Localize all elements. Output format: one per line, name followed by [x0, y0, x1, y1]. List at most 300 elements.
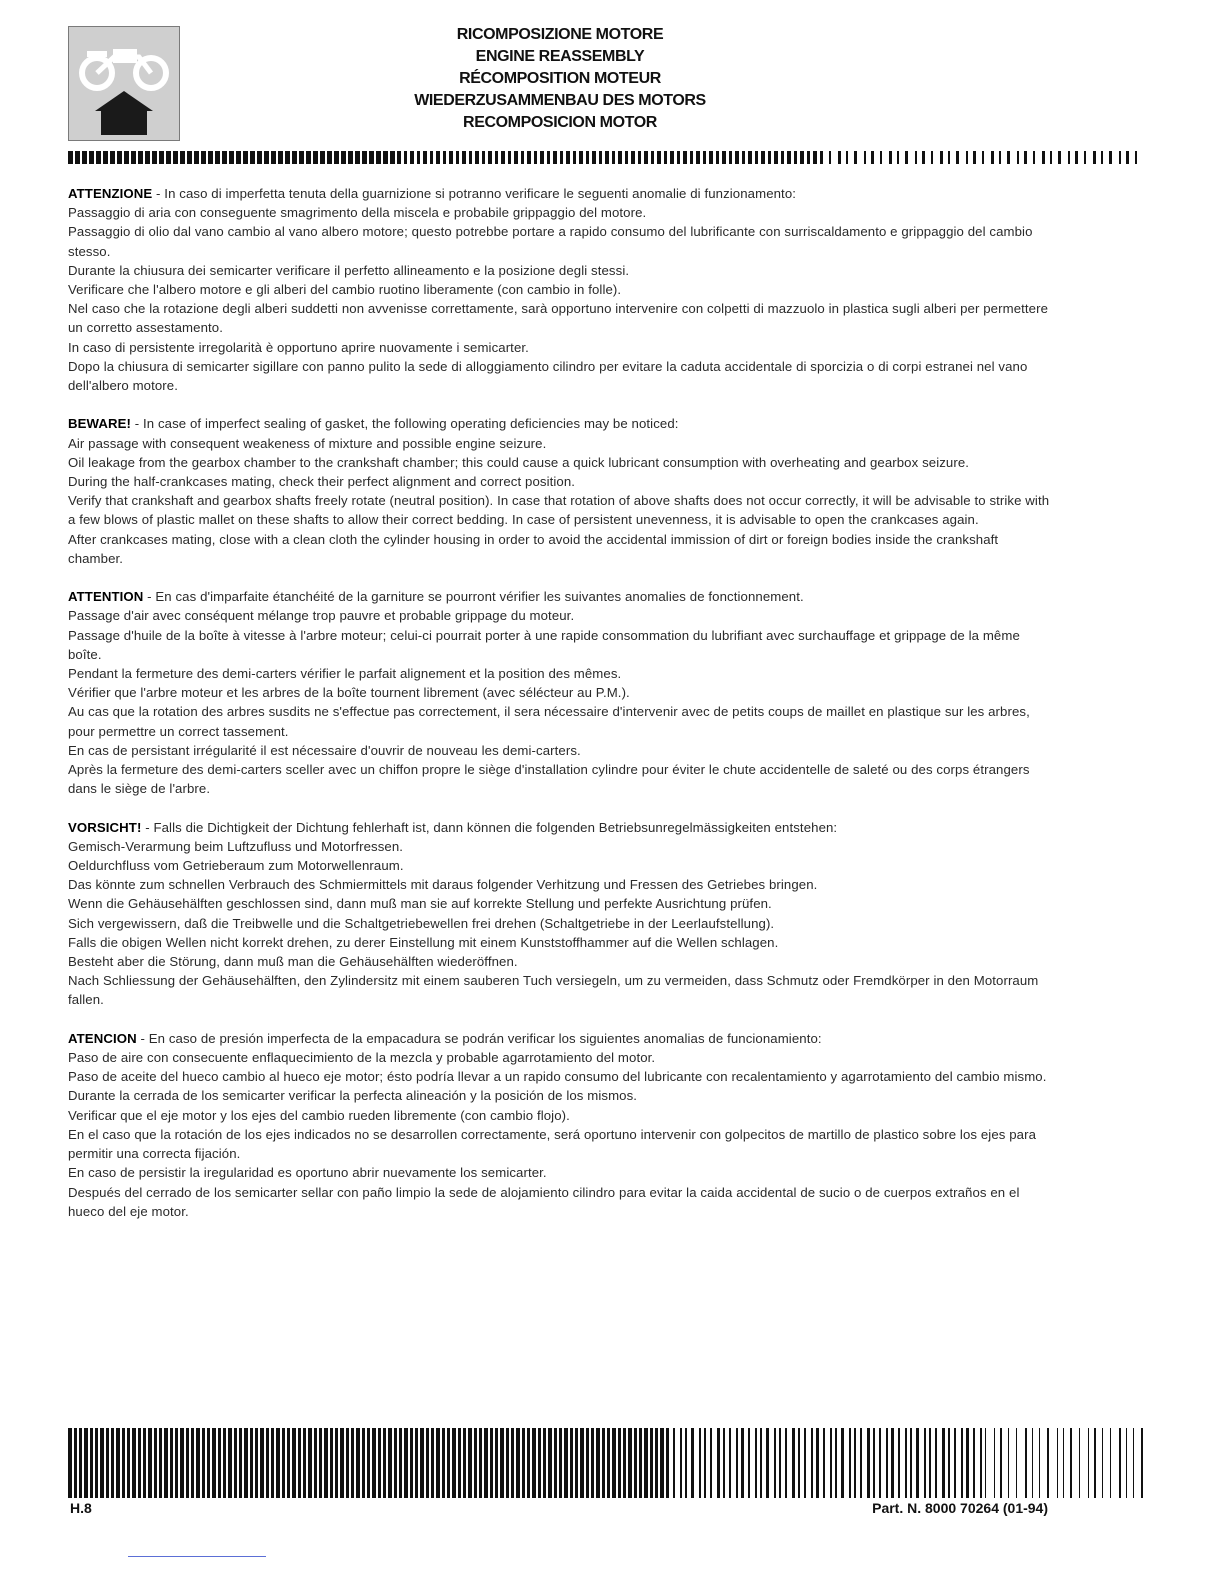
barcode-stripe — [348, 151, 353, 164]
barcode-stripe — [239, 1428, 242, 1498]
barcode-stripe — [835, 1428, 837, 1498]
barcode-stripe — [787, 151, 791, 164]
barcode-stripe — [292, 1428, 296, 1498]
section-line: Paso de aire con consecuente enflaquecimiento de la mezcla y probable agarrotamiento del motor. — [68, 1050, 656, 1066]
barcode-stripe — [1039, 1428, 1040, 1498]
section-line: Falls die obigen Wellen nicht korrekt drehen, zu derer Einstellung mit einem Kunststoffhammer auf die Wellen schlagen. — [68, 934, 779, 950]
barcode-stripe — [1042, 151, 1045, 164]
barcode-stripe — [1102, 1428, 1103, 1498]
top-barcode-divider — [68, 151, 1142, 164]
barcode-stripe — [1088, 1428, 1089, 1498]
barcode-stripe — [410, 1428, 413, 1498]
barcode-stripe — [506, 1428, 509, 1498]
barcode-stripe — [664, 151, 667, 164]
barcode-stripe — [910, 1428, 912, 1498]
barcode-stripe — [397, 151, 401, 164]
barcode-stripe — [973, 151, 976, 164]
section-line: During the half-crankcases mating, check their perfect alignment and correct position. — [68, 474, 576, 490]
barcode-stripe — [807, 151, 810, 164]
barcode-stripe — [639, 1428, 642, 1498]
barcode-stripe — [761, 151, 765, 164]
section-line: Passaggio di aria con conseguente smagrimento della miscela e probabile grippaggio del motore. — [68, 205, 647, 221]
barcode-stripe — [1057, 1428, 1058, 1498]
barcode-stripe — [495, 1428, 498, 1498]
barcode-stripe — [95, 1428, 98, 1498]
barcode-stripe — [931, 151, 933, 164]
barcode-stripe — [566, 151, 570, 164]
barcode-stripe — [127, 1428, 130, 1498]
barcode-stripe — [399, 1428, 402, 1498]
barcode-stripe — [79, 1428, 82, 1498]
barcode-stripe — [111, 1428, 114, 1498]
barcode-stripe — [223, 1428, 226, 1498]
barcode-stripe — [873, 1428, 875, 1498]
barcode-stripe — [116, 1428, 120, 1498]
barcode-stripe — [1126, 1428, 1127, 1498]
warning-keyword: VORSICHT! — [68, 819, 142, 835]
barcode-stripe — [1075, 151, 1078, 164]
barcode-stripe — [755, 1428, 757, 1498]
barcode-stripe — [431, 1428, 434, 1498]
barcode-stripe — [631, 151, 635, 164]
barcode-stripe — [547, 151, 550, 164]
section-line: Au cas que la rotation des arbres susdits ne s'effectue pas correctement, il sera nécessaire d'intervenir avec de petits coups de maillet en plastique sur les arbres, pour permettre un correct tassement. — [68, 704, 1030, 739]
barcode-stripe — [257, 151, 262, 164]
barcode-stripe — [215, 151, 220, 164]
barcode-stripe — [369, 151, 374, 164]
barcode-stripe — [264, 151, 269, 164]
barcode-stripe — [779, 1428, 781, 1498]
barcode-stripe — [1063, 1428, 1064, 1498]
barcode-stripe — [346, 1428, 349, 1498]
barcode-stripe — [699, 1428, 701, 1498]
barcode-stripe — [180, 1428, 184, 1498]
barcode-stripe — [816, 1428, 819, 1498]
barcode-stripe — [362, 1428, 365, 1498]
section-line: In caso di persistente irregolarità è opportuno aprire nuovamente i semicarter. — [68, 339, 529, 355]
section-line: Oeldurchfluss vom Getrieberaum zum Motorwellenraum. — [68, 858, 404, 874]
barcode-stripe — [830, 1428, 832, 1498]
barcode-stripe — [638, 151, 641, 164]
warning-keyword: ATENCION — [68, 1030, 137, 1046]
barcode-stripe — [362, 151, 367, 164]
barcode-stripe — [755, 151, 758, 164]
section-line: Das könnte zum schnellen Verbrauch des Schmiermittels mit daraus folgender Verhitzung und Fressen des Getriebes bringen. — [68, 877, 818, 893]
barcode-stripe — [1008, 1428, 1009, 1498]
barcode-stripe — [164, 1428, 168, 1498]
barcode-stripe — [538, 1428, 541, 1498]
barcode-stripe — [521, 151, 524, 164]
barcode-stripe — [417, 151, 420, 164]
barcode-stripe — [670, 151, 674, 164]
barcode-stripe — [618, 151, 622, 164]
title-french: RÉCOMPOSITION MOTEUR — [459, 70, 661, 87]
barcode-stripe — [271, 1428, 274, 1498]
barcode-stripe — [250, 151, 255, 164]
barcode-stripe — [1126, 151, 1129, 164]
barcode-stripe — [383, 1428, 386, 1498]
barcode-stripe — [736, 1428, 738, 1498]
barcode-stripe — [722, 151, 726, 164]
barcode-stripe — [948, 151, 950, 164]
barcode-stripe — [905, 1428, 907, 1498]
barcode-stripe — [436, 1428, 440, 1498]
section-vorsicht — [68, 818, 1050, 1010]
section-line: Vérifier que l'arbre moteur et les arbres de la boîte tournent librement (avec sélécteur au P.M.). — [68, 685, 630, 701]
barcode-stripe — [1017, 151, 1019, 164]
section-line: En caso de persistir la iregularidad es oportuno abrir nuevamente los semicarter. — [68, 1165, 547, 1181]
barcode-stripe — [68, 151, 73, 164]
barcode-stripe — [966, 151, 968, 164]
barcode-stripe — [880, 151, 882, 164]
barcode-stripe — [367, 1428, 370, 1498]
barcode-stripe — [159, 1428, 162, 1498]
section-line: Durante la cerrada de los semicarter verificar la perfecta alineación y la posición de los mismos. — [68, 1088, 638, 1104]
barcode-stripe — [243, 151, 248, 164]
warning-keyword: BEWARE! — [68, 416, 131, 432]
barcode-stripe — [202, 1428, 205, 1498]
bottom-barcode — [68, 1428, 1146, 1498]
barcode-stripe — [942, 1428, 945, 1498]
barcode-stripe — [475, 151, 479, 164]
section-intro: ATTENZIONE - In caso di imperfetta tenuta della guarnizione si potranno verificare le seguenti anomalie di funzionamento: — [68, 186, 797, 201]
barcode-stripe — [319, 1428, 322, 1498]
barcode-stripe — [956, 151, 959, 164]
title-block — [300, 24, 820, 134]
barcode-stripe — [798, 1428, 800, 1498]
barcode-stripe — [898, 1428, 900, 1498]
barcode-stripe — [376, 151, 381, 164]
section-intro: VORSICHT! - Falls die Dichtigkeit der Dichtung fehlerhaft ist, dann können die folgenden Betriebsunregelmässigkeiten entstehen: — [68, 819, 838, 835]
barcode-stripe — [250, 1428, 253, 1498]
barcode-stripe — [501, 151, 505, 164]
barcode-stripe — [285, 151, 290, 164]
barcode-stripe — [820, 151, 823, 164]
barcode-stripe — [508, 151, 511, 164]
barcode-stripe — [924, 1428, 926, 1498]
barcode-stripe — [469, 151, 472, 164]
barcode-stripe — [954, 1428, 956, 1498]
barcode-stripe — [527, 151, 531, 164]
barcode-stripe — [554, 1428, 557, 1498]
barcode-stripe — [229, 151, 234, 164]
barcode-stripe — [800, 151, 804, 164]
barcode-stripe — [303, 1428, 306, 1498]
barcode-stripe — [980, 1428, 982, 1498]
barcode-stripe — [201, 151, 206, 164]
barcode-stripe — [804, 1428, 806, 1498]
barcode-stripe — [426, 1428, 429, 1498]
barcode-stripe — [785, 1428, 787, 1498]
barcode-stripe — [560, 151, 563, 164]
barcode-stripe — [383, 151, 388, 164]
barcode-stripe — [488, 151, 492, 164]
barcode-stripe — [748, 151, 752, 164]
section-intro: BEWARE! - In case of imperfect sealing of gasket, the following operating deficiencies may be noticed: — [68, 416, 679, 432]
barcode-stripe — [148, 1428, 152, 1498]
barcode-stripe — [860, 1428, 862, 1498]
barcode-stripe — [436, 151, 440, 164]
barcode-stripe — [154, 1428, 157, 1498]
barcode-stripe — [854, 151, 857, 164]
barcode-stripe — [792, 1428, 795, 1498]
barcode-stripe — [966, 1428, 969, 1498]
barcode-stripe — [173, 151, 178, 164]
barcode-stripe — [704, 1428, 706, 1498]
barcode-stripe — [378, 1428, 381, 1498]
barcode-stripe — [709, 151, 713, 164]
section-attention — [68, 587, 1050, 798]
warning-keyword: ATTENTION — [68, 589, 144, 605]
barcode-stripe — [559, 1428, 562, 1498]
section-beware — [68, 414, 1050, 568]
section-line: En cas de persistant irrégularité il est nécessaire d'ouvrir de nouveau les demi-carters. — [68, 742, 581, 758]
barcode-stripe — [548, 1428, 552, 1498]
barcode-stripe — [729, 151, 732, 164]
barcode-stripe — [330, 1428, 333, 1498]
barcode-stripe — [298, 1428, 301, 1498]
section-attenzione — [68, 184, 1050, 395]
barcode-stripe — [690, 151, 693, 164]
barcode-stripe — [514, 151, 518, 164]
barcode-stripe — [212, 1428, 216, 1498]
barcode-stripe — [522, 1428, 525, 1498]
barcode-stripe — [159, 151, 164, 164]
barcode-stripe — [657, 151, 661, 164]
barcode-stripe — [703, 151, 706, 164]
barcode-stripe — [82, 151, 87, 164]
section-intro: ATENCION - En caso de presión imperfecta de la empacadura se podrán verificar los siguientes anomalias de funcionamiento: — [68, 1030, 822, 1046]
barcode-stripe — [602, 1428, 605, 1498]
barcode-stripe — [89, 151, 94, 164]
barcode-stripe — [781, 151, 784, 164]
barcode-stripe — [628, 1428, 632, 1498]
section-line: Después del cerrado de los semicarter sellar con paño limpio la sede de alojamiento cilindro para evitar la caida accidental de sucio o de cuerpos extraños en el hueco del eje motor. — [68, 1184, 1020, 1219]
section-atencion — [68, 1029, 1050, 1221]
barcode-stripe — [915, 151, 917, 164]
footer-rule — [128, 1556, 266, 1557]
barcode-stripe — [138, 1428, 141, 1498]
barcode-stripe — [768, 151, 771, 164]
barcode-stripe — [255, 1428, 258, 1498]
barcode-stripe — [729, 1428, 731, 1498]
barcode-stripe — [68, 1428, 72, 1498]
section-line: Dopo la chiusura di semicarter sigillare con panno pulito la sede di alloggiamento cilindro per evitare la caduta accidentale di sporcizia o di corpi estranei nel vano dell'albero motore. — [68, 358, 1028, 394]
barcode-stripe — [644, 1428, 648, 1498]
barcode-stripe — [1101, 151, 1103, 164]
barcode-stripe — [341, 151, 346, 164]
section-line: Paso de aceite del hueco cambio al hueco eje motor; ésto podría llevar a un rapido consumo del lubricante con recalentamiento y agarrotamiento del cambio mismo. — [68, 1069, 1047, 1085]
barcode-stripe — [96, 151, 101, 164]
barcode-stripe — [961, 1428, 963, 1498]
barcode-stripe — [634, 1428, 637, 1498]
barcode-stripe — [905, 151, 908, 164]
section-intro: ATTENTION - En cas d'imparfaite étanchéité de la garniture se pourront vérifier les suivantes anomalies de fonctionnement. — [68, 589, 804, 605]
barcode-stripe — [143, 1428, 146, 1498]
barcode-stripe — [1058, 151, 1061, 164]
barcode-stripe — [871, 151, 874, 164]
barcode-stripe — [1079, 1428, 1080, 1498]
motorcycle-house-graphic — [69, 27, 179, 140]
section-line: Verify that crankshaft and gearbox shafts freely rotate (neutral position). In case that rotation of above shafts does not occur correctly, it will be advisable to strike with a few blows of plastic mallet on these shafts to allow their correct bedding. In case of persistent unevenness, it is advisable to open the crankcases again. — [68, 493, 1050, 528]
barcode-stripe — [511, 1428, 514, 1498]
barcode-stripe — [208, 151, 213, 164]
barcode-stripe — [266, 1428, 269, 1498]
barcode-stripe — [166, 151, 171, 164]
barcode-stripe — [131, 151, 136, 164]
barcode-stripe — [495, 151, 498, 164]
barcode-stripe — [170, 1428, 173, 1498]
barcode-stripe — [110, 151, 115, 164]
barcode-stripe — [335, 1428, 338, 1498]
barcode-stripe — [940, 151, 943, 164]
barcode-stripe — [103, 151, 108, 164]
barcode-stripe — [468, 1428, 472, 1498]
barcode-stripe — [340, 1428, 344, 1498]
barcode-stripe — [838, 151, 841, 164]
barcode-stripe — [356, 1428, 360, 1498]
barcode-stripe — [1119, 1428, 1121, 1498]
barcode-stripe — [1050, 151, 1052, 164]
barcode-stripe — [886, 1428, 888, 1498]
barcode-stripe — [985, 1428, 986, 1498]
barcode-stripe — [117, 151, 122, 164]
barcode-stripe — [691, 1428, 694, 1498]
barcode-stripe — [388, 1428, 392, 1498]
barcode-stripe — [458, 1428, 461, 1498]
section-line: En el caso que la rotación de los ejes indicados no se desarrollen correctamente, será oportuno intervenir con golpecitos de martillo de plastico sobre los ejes para permitir una correcta fijación. — [68, 1126, 1037, 1162]
barcode-stripe — [484, 1428, 488, 1498]
barcode-stripe — [218, 1428, 221, 1498]
barcode-stripe — [282, 1428, 285, 1498]
page-number: H.8 — [70, 1500, 92, 1516]
barcode-stripe — [1133, 1428, 1134, 1498]
barcode-stripe — [889, 151, 892, 164]
barcode-stripe — [500, 1428, 504, 1498]
barcode-stripe — [320, 151, 325, 164]
barcode-stripe — [1000, 1428, 1002, 1498]
barcode-stripe — [175, 1428, 178, 1498]
motorcycle-house-icon — [68, 26, 180, 141]
barcode-stripe — [423, 151, 427, 164]
barcode-stripe — [823, 1428, 825, 1498]
section-line: Nel caso che la rotazione degli alberi suddetti non avvenisse correttamente, sarà opportuno intervenire con colpetti di mazzuolo in plastica sugli alberi per permettere un corretto assestamento. — [68, 301, 1049, 336]
barcode-stripe — [1033, 151, 1035, 164]
barcode-stripe — [742, 151, 745, 164]
barcode-stripe — [355, 151, 360, 164]
barcode-stripe — [922, 151, 925, 164]
barcode-stripe — [191, 1428, 194, 1498]
barcode-stripe — [994, 1428, 995, 1498]
barcode-stripe — [973, 1428, 975, 1498]
barcode-stripe — [543, 1428, 546, 1498]
barcode-stripe — [516, 1428, 520, 1498]
section-line: Passage d'huile de la boîte à vitesse à l'arbre moteur; celui-ci pourrait porter à une rapide consommation du lubrifiant avec surchauffage et grippage de la même boîte. — [68, 627, 1020, 662]
barcode-stripe — [276, 1428, 280, 1498]
barcode-stripe — [623, 1428, 626, 1498]
barcode-stripe — [748, 1428, 750, 1498]
barcode-stripe — [443, 151, 446, 164]
barcode-stripe — [234, 1428, 237, 1498]
barcode-stripe — [1070, 1428, 1072, 1498]
barcode-stripe — [553, 151, 557, 164]
barcode-stripe — [1032, 1428, 1033, 1498]
barcode-stripe — [327, 151, 332, 164]
barcode-stripe — [196, 1428, 200, 1498]
barcode-stripe — [766, 1428, 769, 1498]
barcode-stripe — [1135, 151, 1137, 164]
barcode-stripe — [864, 151, 866, 164]
barcode-stripe — [132, 1428, 136, 1498]
barcode-stripe — [982, 151, 984, 164]
title-english: ENGINE REASSEMBLY — [475, 48, 645, 65]
section-line: Sich vergewissern, daß die Treibwelle und die Schaltgetriebewellen frei drehen (Schaltgetriebe in der Leerlaufstellung). — [68, 915, 775, 931]
barcode-stripe — [527, 1428, 530, 1498]
barcode-stripe — [228, 1428, 232, 1498]
barcode-stripe — [948, 1428, 950, 1498]
barcode-stripe — [891, 1428, 894, 1498]
barcode-stripe — [324, 1428, 328, 1498]
barcode-stripe — [90, 1428, 93, 1498]
barcode-stripe — [287, 1428, 290, 1498]
barcode-stripe — [394, 1428, 397, 1498]
barcode-stripe — [410, 151, 414, 164]
section-line: Passage d'air avec conséquent mélange trop pauvre et probable grippage du moteur. — [68, 608, 575, 624]
barcode-stripe — [655, 1428, 658, 1498]
barcode-stripe — [625, 151, 628, 164]
barcode-stripe — [991, 151, 994, 164]
barcode-stripe — [916, 1428, 919, 1498]
barcode-stripe — [774, 1428, 776, 1498]
barcode-stripe — [479, 1428, 482, 1498]
barcode-stripe — [760, 1428, 762, 1498]
barcode-stripe — [666, 1428, 669, 1498]
barcode-stripe — [1141, 1428, 1143, 1498]
barcode-stripe — [244, 1428, 248, 1498]
barcode-stripe — [580, 1428, 584, 1498]
title-german: WIEDERZUSAMMENBAU DES MOTORS — [414, 92, 706, 109]
barcode-stripe — [447, 1428, 450, 1498]
section-line: Passaggio di olio dal vano cambio al vano albero motore; questo potrebbe portare a rapido consumo del lubrificante con surriscaldamento e grippaggio del cambio stesso. — [68, 224, 1033, 259]
barcode-stripe — [1016, 1428, 1017, 1498]
part-number: Part. N. 8000 70264 (01-94) — [872, 1500, 1048, 1516]
barcode-stripe — [651, 151, 654, 164]
barcode-stripe — [308, 1428, 312, 1498]
barcode-stripe — [236, 151, 241, 164]
barcode-stripe — [271, 151, 276, 164]
warning-keyword: ATTENZIONE — [68, 186, 153, 201]
barcode-stripe — [607, 1428, 610, 1498]
barcode-stripe — [194, 151, 199, 164]
barcode-stripe — [774, 151, 778, 164]
barcode-stripe — [717, 1428, 720, 1498]
barcode-stripe — [586, 1428, 589, 1498]
barcode-stripe — [84, 1428, 88, 1498]
barcode-stripe — [106, 1428, 109, 1498]
barcode-stripe — [1025, 1428, 1027, 1498]
barcode-stripe — [794, 151, 797, 164]
barcode-stripe — [292, 151, 297, 164]
barcode-stripe — [716, 151, 719, 164]
barcode-stripe — [696, 151, 700, 164]
barcode-stripe — [683, 151, 687, 164]
barcode-stripe — [599, 151, 602, 164]
barcode-stripe — [1094, 1428, 1096, 1498]
barcode-stripe — [534, 151, 537, 164]
barcode-stripe — [100, 1428, 104, 1498]
barcode-stripe — [586, 151, 589, 164]
barcode-stripe — [811, 1428, 813, 1498]
